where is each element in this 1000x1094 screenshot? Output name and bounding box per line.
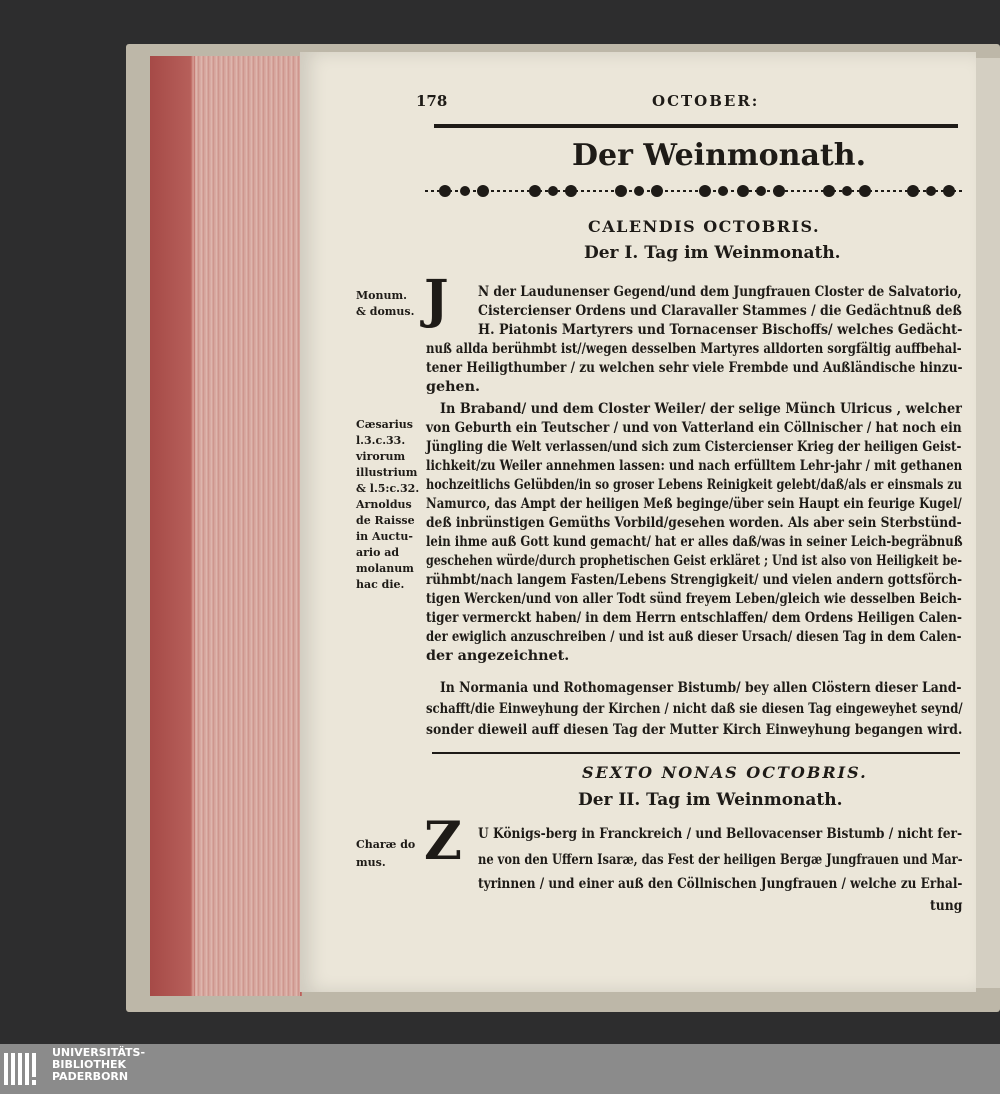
day2-heading: SEXTO NONAS OCTOBRIS.: [582, 763, 868, 782]
library-logo-icon: [4, 1049, 46, 1089]
margin-note: & domus.: [356, 305, 415, 318]
text-line: ne von den Uffern Isaræ, das Fest der heiligen Bergæ Jungfrauen und Mar-: [478, 852, 963, 868]
text-line: nuß allda berühmbt ist//wegen desselben Martyres alldorten sorgfältig auffbehal-: [426, 341, 962, 357]
text-line: tyrinnen / und einer auß den Cöllnischen Jungfrauen / welche zu Erhal-: [478, 876, 963, 892]
footer-bar: [0, 1044, 1000, 1094]
text-line: gehen.: [426, 379, 480, 395]
day1-subheading: Der I. Tag im Weinmonath.: [584, 243, 841, 263]
drop-cap-day1: J: [424, 269, 449, 330]
text-line: schafft/die Einweyhung der Kirchen / nicht daß sie diesen Tag eingeweyhet seynd/: [426, 701, 963, 717]
text-line: N der Laudunenser Gegend/und dem Jungfrauen Closter de Salvatorio,: [478, 284, 962, 300]
margin-note: ario ad: [356, 546, 400, 559]
drop-cap-day2: Z: [424, 811, 462, 872]
text-line: In Braband/ und dem Closter Weiler/ der selige Münch Ulricus , welcher: [440, 401, 962, 417]
text-line: rühmbt/nach langem Fasten/Lebens Strengigkeit/ und vielen andern gottsförch-: [426, 572, 963, 588]
text-line: tigen Wercken/und von aller Todt sünd freyem Leben/gleich wie desselben Beich-: [426, 591, 962, 607]
day2-subheading: Der II. Tag im Weinmonath.: [578, 790, 843, 810]
text-line: geschehen würde/durch prophetischen Geist erkläret ; Und ist also von Heiligkeit be-: [426, 553, 963, 569]
text-line: lein ihme auß Gott kund gemacht/ hat er alles daß/was in seiner Leich-begräbnuß: [426, 534, 963, 550]
margin-note: Charæ do: [356, 838, 416, 851]
margin-note: de Raisse: [356, 514, 415, 527]
running-head: OCTOBER:: [652, 92, 760, 110]
page-right-edge: [976, 58, 1000, 988]
margin-note: l.3.c.33.: [356, 434, 406, 447]
margin-note: virorum: [356, 450, 406, 463]
logo-line: PADERBORN: [52, 1070, 129, 1083]
margin-note: hac die.: [356, 578, 405, 591]
ornament-border: [425, 180, 965, 202]
text-line: lichkeit/zu Weiler annehmen lassen: und nach erfülltem Lehr-jahr / mit gethanen: [426, 458, 963, 474]
text-line: H. Piatonis Martyrers und Tornacenser Bischoffs/ welches Gedächt-: [478, 322, 963, 338]
month-title: Der Weinmonath.: [572, 138, 867, 173]
margin-note: molanum: [356, 562, 414, 575]
text-line: tener Heiligthumber / zu welchen sehr viele Frembde und Außländische hinzu-: [426, 360, 963, 376]
text-line: Jüngling die Welt verlassen/und sich zum Cistercienser Krieg der heiligen Geist-: [426, 439, 962, 455]
text-line: In Normania und Rothomagenser Bistumb/ bey allen Clöstern dieser Land-: [440, 680, 962, 696]
margin-note: & l.5:c.32.: [356, 482, 420, 495]
margin-note: illustrium: [356, 466, 418, 479]
text-line: von Geburth ein Teutscher / und von Vatterland ein Cöllnischer / hat noch ein: [426, 420, 962, 436]
text-line: tung: [930, 898, 963, 914]
day1-heading: CALENDIS OCTOBRIS.: [588, 217, 821, 236]
section-rule: [432, 752, 960, 754]
text-line: deß inbrünstigen Gemüths Vorbild/gesehen worden. Als aber sein Sterbstünd-: [426, 515, 962, 531]
text-line: tiger vermerckt haben/ in dem Herrn entschlaffen/ dem Ordens Heiligen Calen-: [426, 610, 962, 626]
header-rule: [434, 124, 958, 128]
text-line: Cistercienser Ordens und Claravaller Stammes / die Gedächtnuß deß: [478, 303, 962, 319]
text-line: U Königs-berg in Franckreich / und Bellovacenser Bistumb / nicht fer-: [478, 826, 963, 842]
margin-note: Arnoldus: [356, 498, 412, 511]
text-line: sonder dieweil auff diesen Tag der Mutter Kirch Einweyhung begangen wird.: [426, 722, 963, 738]
margin-note: Monum.: [356, 289, 407, 302]
margin-note: Cæsarius: [356, 418, 413, 431]
text-line: hochzeitlichs Gelübden/in so groser Lebens Reinigkeit gelebt/daß/als er einsmals zu: [426, 477, 962, 493]
page-number: 178: [416, 92, 448, 110]
text-line: der angezeichnet.: [426, 648, 570, 664]
page-fore-edge-light: [195, 56, 300, 996]
page-fore-edge-dark: [150, 56, 190, 996]
logo-line: BIBLIOTHEK: [52, 1058, 127, 1071]
text-line: Namurco, das Ampt der heiligen Meß beginge/über sein Haupt ein feurige Kugel/: [426, 496, 962, 512]
logo-line: UNIVERSITÄTS-: [52, 1046, 146, 1059]
text-line: der ewiglich anzuschreiben / und ist auß dieser Ursach/ diesen Tag in dem Calen-: [426, 629, 962, 645]
library-logo-text: [52, 1047, 145, 1083]
margin-note: mus.: [356, 856, 386, 869]
margin-note: in Auctu-: [356, 530, 413, 543]
